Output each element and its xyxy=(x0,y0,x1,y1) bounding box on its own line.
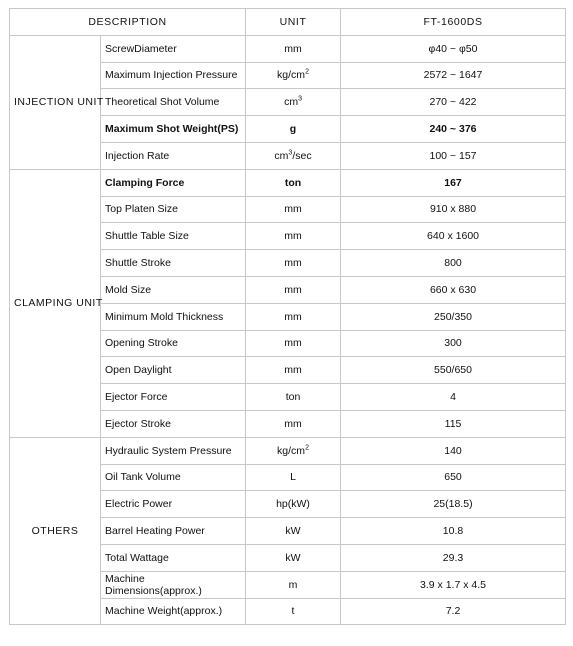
unit-superscript: 3 xyxy=(288,149,293,157)
unit-base: mm xyxy=(284,230,302,243)
spec-description: Clamping Force xyxy=(101,169,246,196)
spec-description: Top Platen Size xyxy=(101,196,246,223)
spec-value: 29.3 xyxy=(341,544,566,571)
header-model: FT-1600DS xyxy=(341,9,566,36)
unit-base: L xyxy=(290,471,296,484)
spec-description: Maximum Shot Weight(PS) xyxy=(101,116,246,143)
header-description: DESCRIPTION xyxy=(10,9,246,36)
spec-unit xyxy=(246,384,341,411)
spec-description: Ejector Stroke xyxy=(101,410,246,437)
spec-value: 640 x 1600 xyxy=(341,223,566,250)
spec-value: 4 xyxy=(341,384,566,411)
spec-unit xyxy=(246,250,341,277)
spec-unit xyxy=(246,276,341,303)
spec-value: φ40 ~ φ50 xyxy=(341,35,566,62)
group-label: OTHERS xyxy=(10,437,101,625)
spec-description: Oil Tank Volume xyxy=(101,464,246,491)
spec-description: Shuttle Stroke xyxy=(101,250,246,277)
spec-value: 300 xyxy=(341,330,566,357)
spec-unit xyxy=(246,410,341,437)
spec-unit xyxy=(246,35,341,62)
spec-value: 167 xyxy=(341,169,566,196)
spec-unit xyxy=(246,491,341,518)
unit-base: hp(kW) xyxy=(276,498,310,511)
spec-description: Electric Power xyxy=(101,491,246,518)
unit-base: m xyxy=(288,578,298,591)
unit-base: cm xyxy=(274,149,289,162)
unit-base: mm xyxy=(284,42,302,55)
unit-base: mm xyxy=(284,257,302,270)
spec-description: ScrewDiameter xyxy=(101,35,246,62)
spec-value: 800 xyxy=(341,250,566,277)
spec-value: 2572 ~ 1647 xyxy=(341,62,566,89)
spec-unit xyxy=(246,330,341,357)
unit-base: kg/cm xyxy=(277,444,306,457)
group-label: INJECTION UNIT xyxy=(10,35,101,169)
spec-unit xyxy=(246,437,341,464)
header-unit: UNIT xyxy=(246,9,341,36)
spec-table xyxy=(9,8,566,625)
table-row xyxy=(10,169,566,196)
spec-description: Theoretical Shot Volume xyxy=(101,89,246,116)
spec-description: Open Daylight xyxy=(101,357,246,384)
unit-base: ton xyxy=(285,391,301,404)
unit-base: kg/cm xyxy=(277,69,306,82)
spec-unit xyxy=(246,464,341,491)
unit-base: mm xyxy=(284,310,302,323)
spec-value: 910 x 880 xyxy=(341,196,566,223)
unit-base: mm xyxy=(284,417,302,430)
unit-superscript: 2 xyxy=(305,68,309,76)
spec-description: Ejector Force xyxy=(101,384,246,411)
spec-unit xyxy=(246,357,341,384)
spec-value: 100 ~ 157 xyxy=(341,142,566,169)
spec-value: 240 ~ 376 xyxy=(341,116,566,143)
spec-description: Opening Stroke xyxy=(101,330,246,357)
spec-unit xyxy=(246,598,341,625)
spec-unit xyxy=(246,62,341,89)
spec-description: Minimum Mold Thickness xyxy=(101,303,246,330)
unit-base: mm xyxy=(284,203,302,216)
unit-superscript: 2 xyxy=(305,444,309,452)
spec-value: 250/350 xyxy=(341,303,566,330)
spec-unit xyxy=(246,544,341,571)
spec-description: Barrel Heating Power xyxy=(101,518,246,545)
spec-unit xyxy=(246,116,341,143)
spec-description: Mold Size xyxy=(101,276,246,303)
spec-value: 550/650 xyxy=(341,357,566,384)
unit-base: t xyxy=(291,605,295,618)
unit-base: kW xyxy=(285,525,301,538)
spec-value: 140 xyxy=(341,437,566,464)
spec-description: Injection Rate xyxy=(101,142,246,169)
spec-value: 270 ~ 422 xyxy=(341,89,566,116)
spec-value: 25(18.5) xyxy=(341,491,566,518)
unit-base: kW xyxy=(285,551,301,564)
group-label: CLAMPING UNIT xyxy=(10,169,101,437)
spec-description: Maximum Injection Pressure xyxy=(101,62,246,89)
unit-base: g xyxy=(289,123,297,136)
spec-unit xyxy=(246,169,341,196)
unit-superscript: 3 xyxy=(298,95,302,103)
spec-value: 115 xyxy=(341,410,566,437)
spec-value: 7.2 xyxy=(341,598,566,625)
unit-base: mm xyxy=(284,283,302,296)
spec-unit xyxy=(246,142,341,169)
unit-base: ton xyxy=(284,176,302,189)
unit-base: mm xyxy=(284,337,302,350)
spec-unit xyxy=(246,303,341,330)
table-row xyxy=(10,437,566,464)
spec-value: 3.9 x 1.7 x 4.5 xyxy=(341,571,566,598)
spec-value: 660 x 630 xyxy=(341,276,566,303)
unit-suffix: /sec xyxy=(292,149,312,162)
spec-description: Machine Weight(approx.) xyxy=(101,598,246,625)
spec-description: Hydraulic System Pressure xyxy=(101,437,246,464)
spec-unit xyxy=(246,196,341,223)
spec-body xyxy=(10,35,566,625)
spec-unit xyxy=(246,89,341,116)
spec-value: 10.8 xyxy=(341,518,566,545)
spec-unit xyxy=(246,518,341,545)
spec-description: Machine Dimensions(approx.) xyxy=(101,571,246,598)
table-row xyxy=(10,35,566,62)
header-row xyxy=(10,9,566,36)
spec-unit xyxy=(246,223,341,250)
spec-unit xyxy=(246,571,341,598)
unit-base: mm xyxy=(284,364,302,377)
unit-base: cm xyxy=(284,96,299,109)
spec-description: Shuttle Table Size xyxy=(101,223,246,250)
spec-value: 650 xyxy=(341,464,566,491)
spec-description: Total Wattage xyxy=(101,544,246,571)
